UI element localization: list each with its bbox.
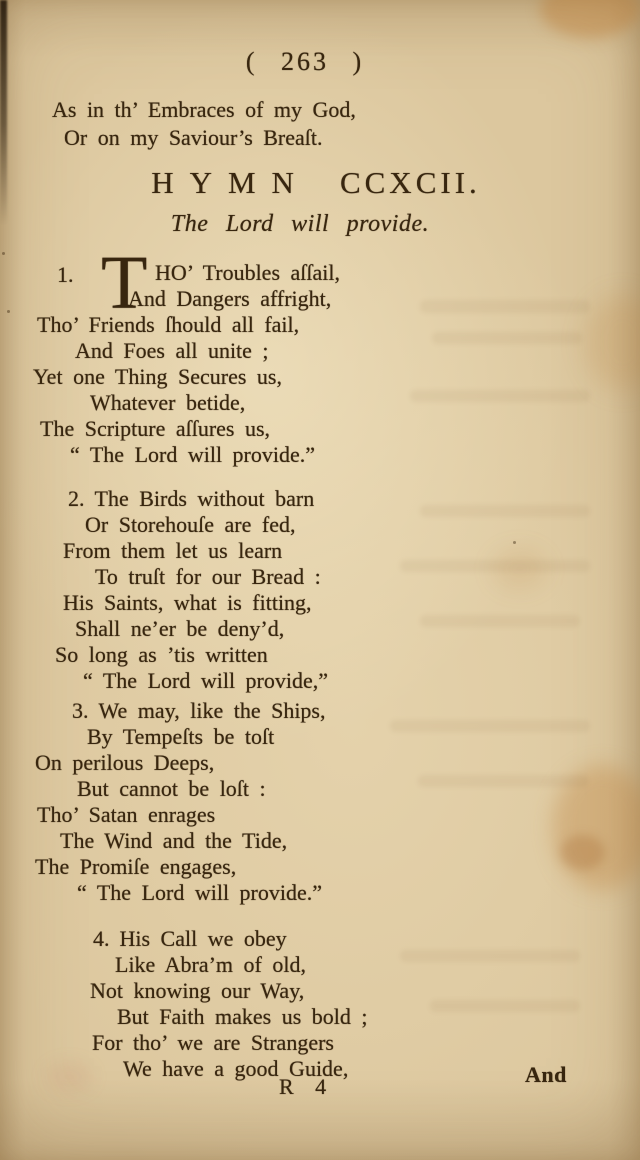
verse-line: So long as ’tis written	[55, 642, 268, 667]
catchword: And	[525, 1062, 567, 1087]
opening-couplet-line: As in th’ Embraces of my God,	[52, 97, 356, 122]
bleed-through-smudge	[420, 615, 580, 627]
verse-line: For tho’ we are Strangers	[92, 1030, 334, 1055]
bleed-through-smudge	[410, 390, 590, 402]
ink-speck	[7, 310, 10, 313]
verse-line: “ The Lord will provide,”	[83, 668, 329, 693]
verse-line: Or Storehouſe are fed,	[85, 512, 296, 537]
verse-line: By Tempeſts be toſt	[87, 724, 275, 749]
verse-number: 1.	[57, 262, 74, 287]
bleed-through-smudge	[432, 332, 582, 344]
bleed-through-smudge	[400, 950, 580, 962]
page-number: ( 263 )	[245, 47, 365, 76]
foxing-stain	[585, 295, 640, 390]
verse-line: 3. We may, like the Ships,	[72, 698, 326, 723]
hymn-subtitle: The Lord will provide.	[170, 211, 430, 237]
bleed-through-smudge	[390, 720, 590, 732]
foxing-stain	[540, 0, 640, 38]
foxing-stain	[552, 765, 640, 890]
ink-speck	[2, 252, 5, 255]
bleed-through-smudge	[418, 775, 588, 787]
verse-line: His Saints, what is fitting,	[63, 590, 312, 615]
verse-line: “ The Lord will provide.”	[70, 442, 316, 467]
bleed-through-smudge	[400, 560, 590, 572]
foxing-stain	[492, 548, 547, 590]
bleed-through-smudge	[420, 300, 590, 313]
hymn-heading	[0, 165, 632, 201]
foxing-stain	[45, 1062, 93, 1092]
verse-line: Tho’ Friends ſhould all fail,	[37, 312, 300, 337]
verse-line: The Scripture aſſures us,	[40, 416, 271, 441]
verse-line: HO’ Troubles aſſail,	[155, 260, 340, 285]
verse-line: To truſt for our Bread :	[95, 564, 321, 589]
verse-line: Whatever betide,	[90, 390, 246, 415]
verse-line: Shall ne’er be deny’d,	[75, 616, 285, 641]
opening-couplet-line: Or on my Saviour’s Breaſt.	[64, 125, 323, 150]
verse-line: But Faith makes us bold ;	[117, 1004, 368, 1029]
verse-line: The Wind and the Tide,	[60, 828, 288, 853]
verse-line: Not knowing our Way,	[90, 978, 305, 1003]
verse-line: And Foes all unite ;	[75, 338, 269, 363]
verse-line: 2. The Birds without barn	[68, 486, 315, 511]
verse-line: Yet one Thing Secures us,	[33, 364, 282, 389]
verse-line: We have a good Guide,	[123, 1056, 349, 1081]
verse-line: Like Abra’m of old,	[115, 952, 306, 977]
drop-cap: T	[101, 241, 148, 325]
verse-line: And Dangers affright,	[128, 286, 332, 311]
verse-line: Tho’ Satan enrages	[37, 802, 216, 827]
verse-number: 2.	[68, 486, 85, 511]
foxing-stain	[560, 835, 605, 870]
bleed-through-smudge	[430, 1000, 580, 1012]
verse-line: “ The Lord will provide.”	[77, 880, 323, 905]
verse-line: From them let us learn	[63, 538, 283, 563]
hymn-heading-word: HYMN	[151, 165, 310, 200]
verse-line: The Promiſe engages,	[35, 854, 237, 879]
verse-line: 4. His Call we obey	[93, 926, 287, 951]
verse-line: On perilous Deeps,	[35, 750, 215, 775]
verse-number: 4.	[93, 926, 110, 951]
ink-speck	[513, 541, 516, 544]
verse-number: 3.	[72, 698, 89, 723]
signature-mark: R 4	[279, 1074, 327, 1099]
verse-line: But cannot be loſt :	[77, 776, 266, 801]
hymn-heading-number: CCXCII.	[339, 165, 481, 200]
bleed-through-smudge	[420, 505, 590, 517]
